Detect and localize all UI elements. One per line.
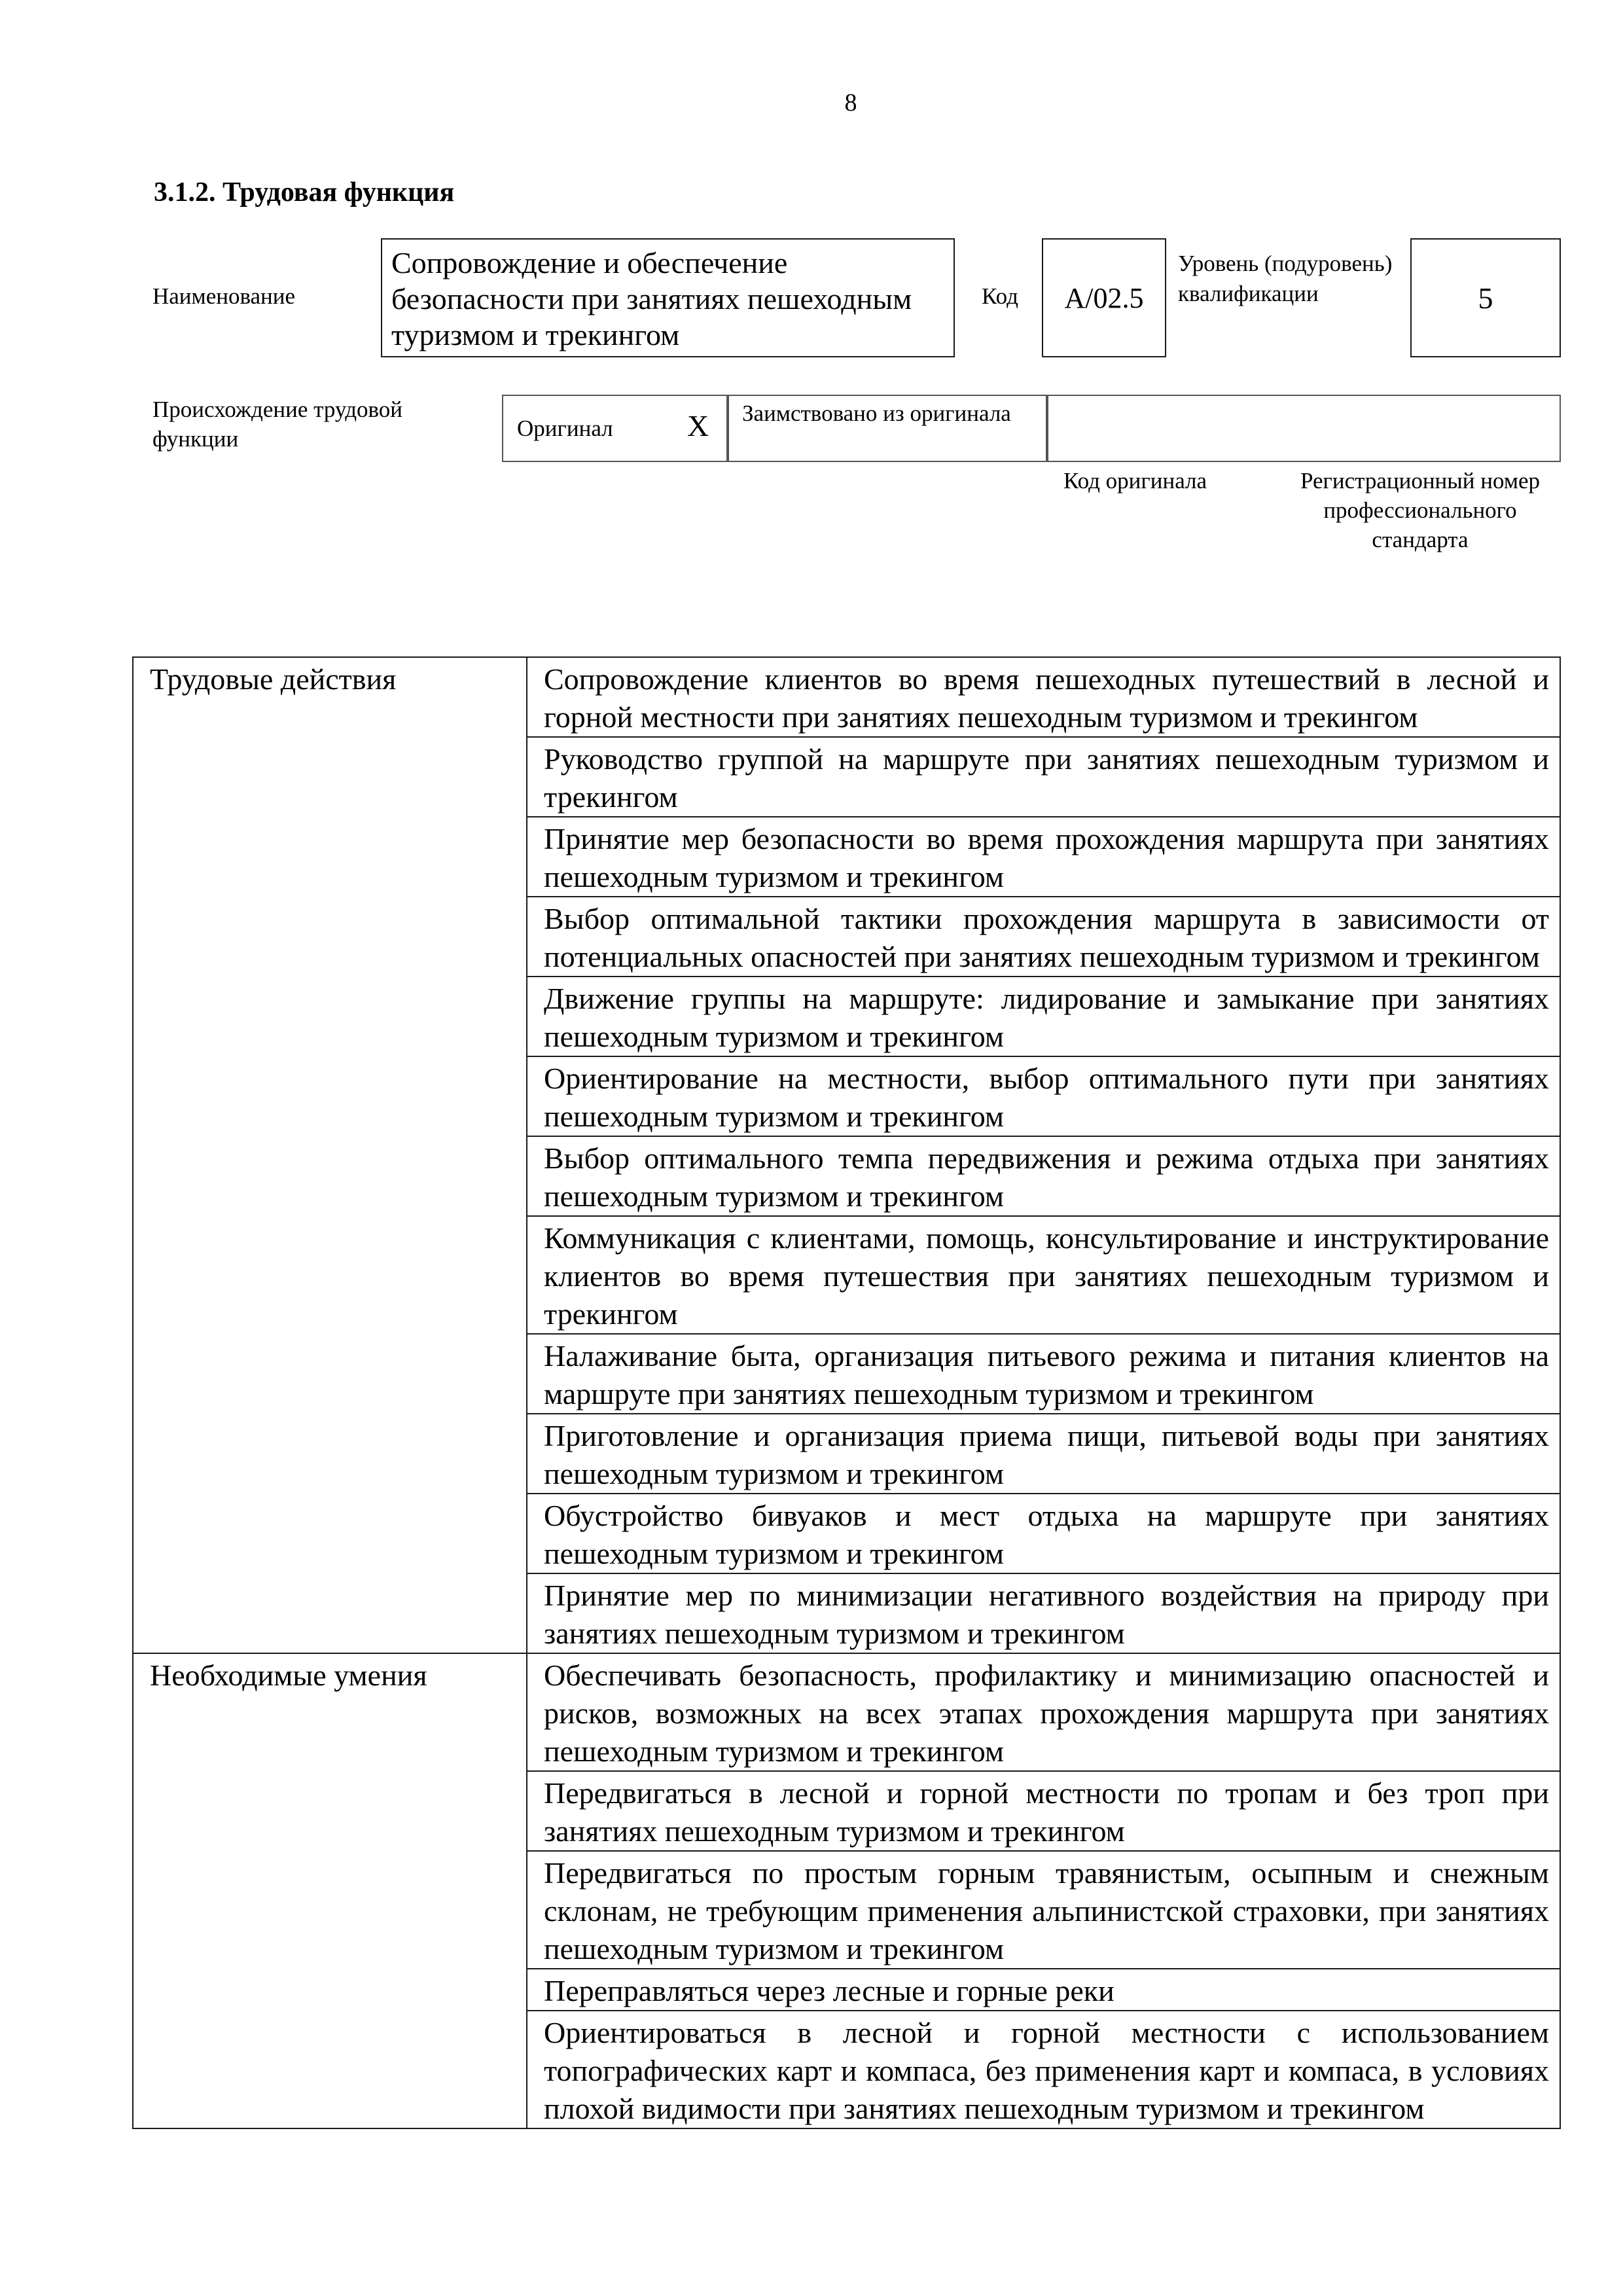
skills-item: Передвигаться в лесной и горной местности по тропам и без троп при занятиях пешеходным туризмом и трекингом xyxy=(527,1771,1560,1851)
labor-actions-item: Принятие мер безопасности во время прохождения маршрута при занятиях пешеходным туризмом и трекингом xyxy=(527,817,1560,897)
labor-actions-item: Руководство группой на маршруте при занятиях пешеходным туризмом и трекингом xyxy=(527,737,1560,817)
labor-actions-item: Выбор оптимальной тактики прохождения маршрута в зависимости от потенциальных опасностей при занятиях пешеходным туризмом и трекингом xyxy=(527,897,1560,977)
labor-actions-item: Приготовление и организация приема пищи, питьевой воды при занятиях пешеходным туризмом и трекингом xyxy=(527,1414,1560,1494)
skills-item: Ориентироваться в лесной и горной местности с использованием топографических карт и компаса, без применения карт и компаса, в условиях плохой видимости при занятиях пешеходным туризмом и трекингом xyxy=(527,2011,1560,2128)
labor-actions-item: Сопровождение клиентов во время пешеходных путешествий в лесной и горной местности при занятиях пешеходным туризмом и трекингом xyxy=(527,657,1560,737)
skills-item: Передвигаться по простым горным травянистым, осыпным и снежным склонам, не требующим применения альпинистской страховки, при занятиях пешеходным туризмом и трекингом xyxy=(527,1851,1560,1969)
skills-item: Обеспечивать безопасность, профилактику и минимизацию опасностей и рисков, возможных на всех этапах прохождения маршрута при занятиях пешеходным туризмом и трекингом xyxy=(527,1653,1560,1771)
labor-actions-item: Обустройство бивуаков и мест отдыха на маршруте при занятиях пешеходным туризмом и трекингом xyxy=(527,1494,1560,1573)
function-name-value: Сопровождение и обеспечение безопасности при занятиях пешеходным туризмом и трекингом xyxy=(381,238,955,357)
table-row xyxy=(133,657,1560,737)
function-code-value: A/02.5 xyxy=(1042,238,1166,357)
labor-actions-item: Коммуникация с клиентами, помощь, консультирование и инструктирование клиентов во время путешествия при занятиях пешеходным туризмом и трекингом xyxy=(527,1216,1560,1334)
qualification-level-label: Уровень (подуровень) квалификации xyxy=(1178,251,1393,306)
skills-item: Переправляться через лесные и горные реки xyxy=(527,1969,1560,2011)
name-label: Наименование xyxy=(152,283,296,309)
origin-code-caption: Код оригинала xyxy=(1063,468,1207,493)
qualification-level-value: 5 xyxy=(1410,238,1561,357)
labor-actions-item: Принятие мер по минимизации негативного воздействия на природу при занятиях пешеходным туризмом и трекингом xyxy=(527,1573,1560,1653)
labor-actions-label: Трудовые действия xyxy=(133,657,527,1653)
labor-actions-item: Выбор оптимального темпа передвижения и режима отдыха при занятиях пешеходным туризмом и трекингом xyxy=(527,1136,1560,1216)
origin-borrowed-label: Заимствовано из оригинала xyxy=(728,395,1047,462)
labor-function-table xyxy=(132,656,1561,2129)
labor-actions-item: Налаживание быта, организация питьевого режима и питания клиентов на маршруте при занятиях пешеходным туризмом и трекингом xyxy=(527,1334,1560,1414)
origin-label: Происхождение трудовой функции xyxy=(152,397,403,452)
skills-label: Необходимые умения xyxy=(133,1653,527,2128)
labor-actions-item: Движение группы на маршруте: лидирование и замыкание при занятиях пешеходным туризмом и трекингом xyxy=(527,977,1560,1056)
page-number: 8 xyxy=(844,89,857,117)
table-row xyxy=(133,1653,1560,1771)
code-label: Код xyxy=(982,283,1018,309)
origin-original-label: Оригинал xyxy=(517,416,613,441)
origin-original-mark: X xyxy=(687,409,709,442)
registration-number-caption: Регистрационный номер профессионального стандарта xyxy=(1300,468,1541,552)
labor-actions-item: Ориентирование на местности, выбор оптимального пути при занятиях пешеходным туризмом и трекингом xyxy=(527,1056,1560,1136)
origin-code-cell xyxy=(1047,395,1561,462)
section-title: 3.1.2. Трудовая функция xyxy=(154,177,455,207)
